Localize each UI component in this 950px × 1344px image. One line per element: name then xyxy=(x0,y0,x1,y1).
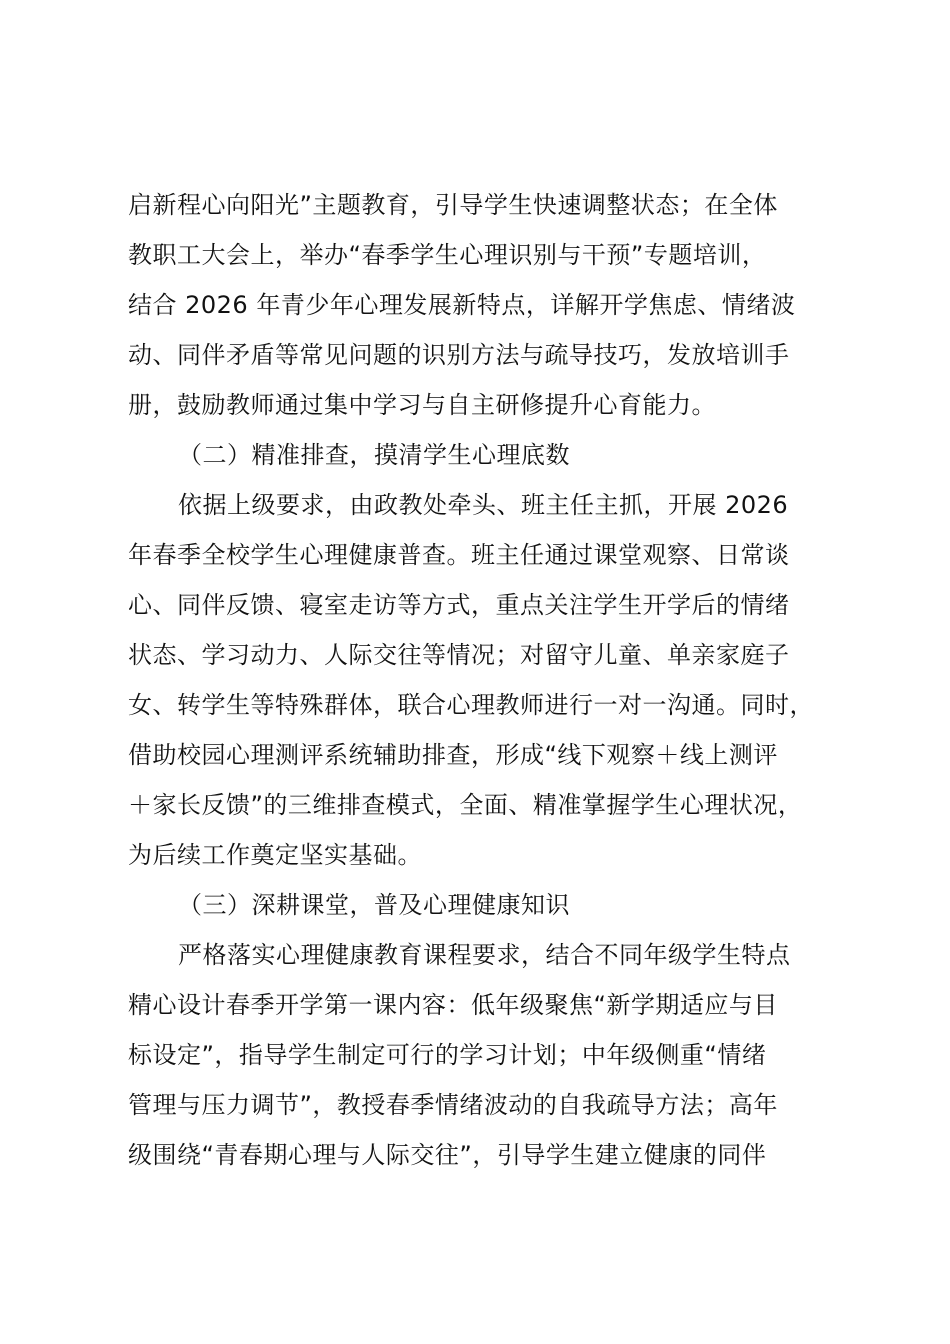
paragraph-line: 教职工大会上，举办“春季学生心理识别与干预”专题培训， xyxy=(128,241,767,269)
paragraph-line: 心、同伴反馈、寝室走访等方式，重点关注学生开学后的情绪 xyxy=(128,591,790,619)
paragraph-line: 标设定”，指导学生制定可行的学习计划；中年级侧重“情绪 xyxy=(128,1041,767,1069)
paragraph-line: 启新程心向阳光”主题教育，引导学生快速调整状态；在全体 xyxy=(128,191,778,219)
paragraph-line: 年春季全校学生心理健康普查。班主任通过课堂观察、日常谈 xyxy=(128,541,790,569)
section-heading: （三）深耕课堂，普及心理健康知识 xyxy=(178,891,570,919)
paragraph-line: 精心设计春季开学第一课内容：低年级聚焦“新学期适应与目 xyxy=(128,991,778,1019)
paragraph-line: 级围绕“青春期心理与人际交往”，引导学生建立健康的同伴 xyxy=(128,1141,767,1169)
paragraph-line: 册，鼓励教师通过集中学习与自主研修提升心育能力。 xyxy=(128,391,716,419)
body-text xyxy=(128,180,853,1180)
paragraph-line: 借助校园心理测评系统辅助排查，形成“线下观察＋线上测评 xyxy=(128,741,778,769)
paragraph-line: 管理与压力调节”，教授春季情绪波动的自我疏导方法；高年 xyxy=(128,1091,778,1119)
paragraph-line: 状态、学习动力、人际交往等情况；对留守儿童、单亲家庭子 xyxy=(128,641,790,669)
paragraph-line: ＋家长反馈”的三维排查模式，全面、精准掌握学生心理状况， xyxy=(128,791,803,819)
paragraph-line: 严格落实心理健康教育课程要求，结合不同年级学生特点 xyxy=(178,941,791,969)
paragraph-line: 女、转学生等特殊群体，联合心理教师进行一对一沟通。同时， xyxy=(128,691,814,719)
paragraph-line: 动、同伴矛盾等常见问题的识别方法与疏导技巧，发放培训手 xyxy=(128,341,790,369)
paragraph-line: 依据上级要求，由政教处牵头、班主任主抓，开展 2026 xyxy=(178,491,789,519)
paragraph-line: 结合 2026 年青少年心理发展新特点，详解开学焦虑、情绪波 xyxy=(128,291,796,319)
section-heading: （二）精准排查，摸清学生心理底数 xyxy=(178,441,570,469)
paragraph-line: 为后续工作奠定坚实基础。 xyxy=(128,841,422,869)
